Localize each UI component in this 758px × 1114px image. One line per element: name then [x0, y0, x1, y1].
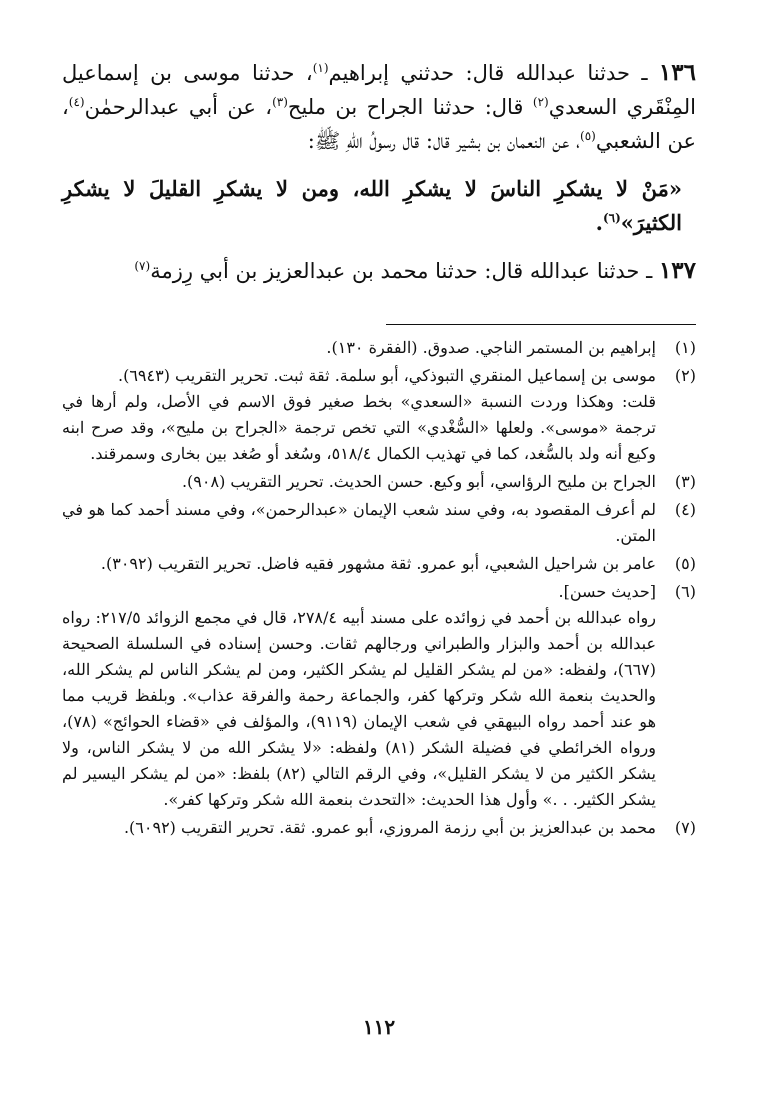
footnote [62, 363, 696, 467]
footnote [62, 469, 696, 495]
footnote-number: (٢) [674, 366, 696, 385]
footnote-body [62, 551, 656, 577]
hadith-text: حدثنا عبدالله قال: حدثنا محمد بن عبدالعزيز بن أبي رِزمة [150, 259, 640, 283]
quote-end: . [595, 210, 603, 235]
footnote-body [62, 497, 656, 549]
footnote-ref: (٤) [68, 95, 85, 109]
footnote-paragraph: لم أعرف المقصود به، وفي سند شعب الإيمان «عبدالرحمن»، وفي مسند أحمد كما هو في المتن. [62, 500, 656, 545]
hadith-136 [62, 56, 696, 158]
footnote-paragraph: عامر بن شراحيل الشعبي، أبو عمرو. ثقة مشهور فقيه فاضل. تحرير التقريب (٣٠٩٢). [100, 554, 656, 573]
footnote-number: (٤) [674, 500, 696, 519]
hadith-text: حدثنا عبدالله قال: حدثني إبراهيم [328, 61, 630, 85]
footnote [62, 335, 696, 361]
hadith-text: قال: حدثنا الجراح بن مليح [287, 95, 533, 119]
hadith-text: ، عن أبي عبدالرحمٰن [84, 95, 273, 119]
footnote-number: (١) [674, 338, 696, 357]
footnote-body [62, 469, 656, 495]
book-page [62, 56, 696, 843]
footnote [62, 815, 696, 841]
main-text [62, 56, 696, 288]
hadith-quote [62, 172, 696, 240]
footnote-body [62, 335, 656, 361]
footnote [62, 579, 696, 813]
footnote-paragraph: [حديث حسن]. [558, 582, 656, 601]
footnote-paragraph: إبراهيم بن المستمر الناجي. صدوق. (الفقرة ١٣٠). [326, 338, 656, 357]
hadith-text: ، عن الشعبي [62, 95, 696, 153]
footnote-paragraph: الجراح بن مليح الرؤاسي، أبو وكيع. حسن الحديث. تحرير التقريب (٩٠٨). [181, 472, 656, 491]
hadith-137 [62, 254, 696, 288]
footnote-ref: (٧) [134, 259, 151, 273]
footnote-ref: (٢) [532, 95, 549, 109]
footnotes [62, 335, 696, 841]
footnote-divider [386, 324, 696, 325]
footnote-ref: (٥) [580, 129, 596, 143]
footnote-paragraph: رواه عبدالله بن أحمد في زوائده على مسند أبيه ٢٧٨/٤، قال في مجمع الزوائد ٢١٧/٥: رواه عبدالله بن أحمد والبزار والطبراني ورجالهم ثقات. وحسن إسناده في السلسلة الصحيحة (٦٦٧)، ولفظه: «من لم يشكر القليل لم يشكر الكثير، ومن لم يشكر الناس لم يشكر الله، والحديث بنعمة الله شكر وتركها كفر، والجماعة رحمة والفرقة عذاب». وبلفظ قريب مما هو عند أحمد رواه البيهقي في شعب الإيمان (٩١١٩)، والمؤلف في «قضاء الحوائج» (٧٨)، ورواه الخرائطي في فضيلة الشكر (٨١) ولفظه: «لا يشكر الله من لا يشكر الناس، ولا يشكر الكثير من لا يشكر القليل»، وفي الرقم التالي (٨٢) بلفظ: «من لم يشكر اليسير لم يشكر الكثير. . .» وأول هذا الحديث: «التحدث بنعمة الله شكر وتركها كفر». [62, 608, 657, 809]
footnote-number: (٦) [674, 582, 696, 601]
footnote-ref: (٦) [602, 211, 621, 225]
hadith-number: ١٣٧ [658, 257, 696, 284]
footnote-paragraph: محمد بن عبدالعزيز بن أبي رزمة المروزي، أبو عمرو. ثقة. تحرير التقريب (٦٠٩٢). [123, 818, 656, 837]
footnote-number: (٣) [674, 472, 696, 491]
footnote-paragraph: قلت: وهكذا وردت النسبة «السعدي» بخط صغير فوق الاسم في الأصل، ولم أرها في ترجمة «موسى». ولعلها «السُّغْدي» التي تخص ترجمة «الجراح بن مليح»، وقد صرح ابنه وكيع أنه ولد بالسُّغد، كما في تهذيب الكمال ٥١٨/٤، وسُغد أو صُغد بين بخارى وسمرقند. [62, 392, 656, 463]
footnote-number: (٧) [674, 818, 696, 837]
footnote-ref: (١) [312, 61, 329, 75]
footnote [62, 497, 696, 549]
footnote-body [62, 363, 656, 467]
page-number: ١١٢ [362, 1015, 396, 1039]
hadith-text: ، حدثنا موسى بن إسماعيل المِنْقَري السعدي [62, 61, 697, 119]
footnote [62, 551, 696, 577]
footnote-ref: (٣) [272, 95, 288, 109]
hadith-number: ١٣٦ [658, 59, 696, 86]
footnote-body [62, 579, 656, 813]
quote-text: «مَنْ لا يشكرِ الناسَ لا يشكرِ الله، ومن لا يشكرِ القليلَ لا يشكرِ الكثيرَ» [62, 176, 682, 235]
footnote-paragraph: موسى بن إسماعيل المنقري التبوذكي، أبو سلمة. ثقة ثبت. تحرير التقريب (٦٩٤٣). [117, 366, 656, 385]
hadith-text: ، عن النعمان بن بشير قال: قال رسولُ اللّهِ ﷺ: [307, 129, 581, 153]
footnote-number: (٥) [674, 554, 696, 573]
hadith-dash: ـ [629, 61, 659, 85]
footnote-body [62, 815, 656, 841]
hadith-dash: ـ [639, 259, 659, 283]
